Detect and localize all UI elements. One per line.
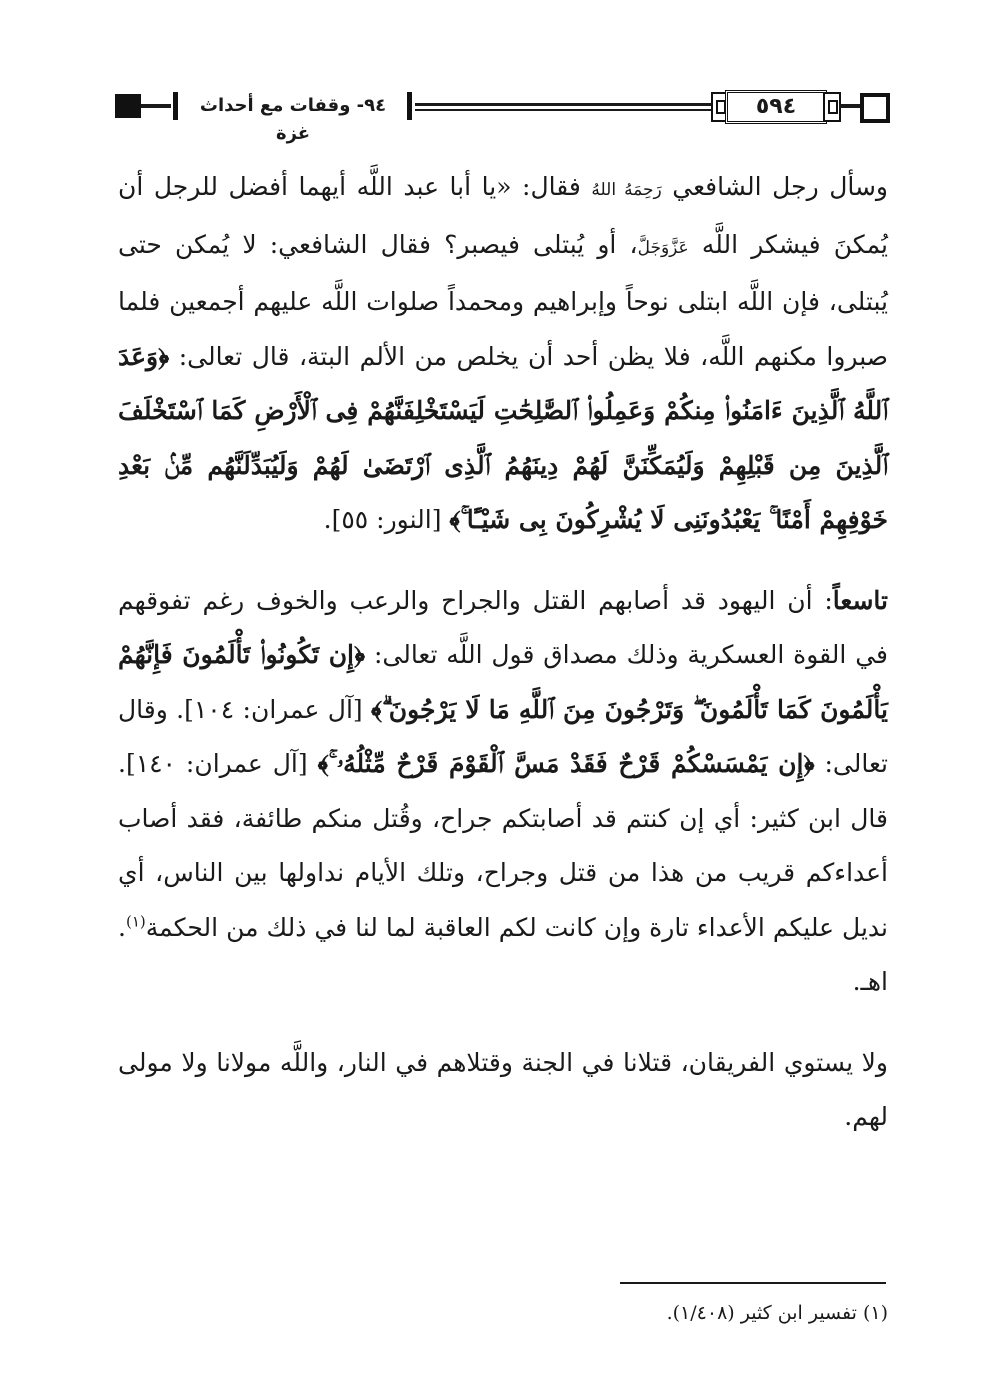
header-rule-middle-lower — [415, 109, 711, 111]
paragraph — [118, 574, 888, 1010]
honorific-glyph: عَزَّوَجَلَّ — [637, 237, 689, 258]
page-number: ٥٩٤ — [725, 90, 827, 124]
chapter-title-box — [181, 92, 405, 144]
header-bar-icon — [407, 92, 412, 120]
footnote: (١) تفسير ابن كثير (١/٤٠٨). — [666, 1302, 888, 1324]
text-run: وسأل رجل الشافعي — [661, 172, 888, 201]
text-run: [آل عمران: ١٤٠]. قال ابن كثير: أي إن كنتم قد أصابتكم جراح، وقُتل منكم طائفة، فقد أصاب أعداءكم قريب من هذا من قتل وجراح، وتلك الأيام نداولها بين الناس، أي نديل عليكم الأعداء تارة وإن كانت لكم العاقبة لما لنا في ذلك من الحكمة — [118, 749, 888, 942]
point-label: تاسعاً — [832, 585, 888, 615]
honorific-glyph: رَحِمَهُ اللهُ — [591, 180, 662, 200]
header-rule-left — [141, 104, 171, 108]
header-square-filled-icon — [115, 94, 141, 118]
running-header — [115, 90, 890, 144]
paragraph — [118, 160, 888, 548]
quran-verse: ﴿إِن تَكُونُوا۟ تَأْلَمُونَ فَإِنَّهُمْ يَأْلَمُونَ كَمَا تَأْلَمُونَ ۖ وَتَرْجُونَ مِنَ ٱللَّهِ مَا لَا يَرْجُونَ ۗ﴾ — [118, 640, 888, 724]
text-run: ولا يستوي الفريقان، قتلانا في الجنة وقتلاهم في النار، واللَّه مولانا ولا مولى لهم. — [118, 1047, 888, 1131]
main-text — [118, 160, 888, 1145]
chapter-title: ٩٤- وقفات مع أحداث غزة — [199, 95, 387, 144]
verse-reference: [النور: ٥٥]. — [323, 505, 450, 534]
header-rule-middle — [415, 103, 711, 106]
quran-verse: ﴿إِن يَمْسَسْكُمْ قَرْحٌ فَقَدْ مَسَّ ٱلْقَوْمَ قَرْحٌ مِّثْلُهُۥ ۚ﴾ — [317, 749, 815, 778]
footnote-separator — [620, 1282, 886, 1284]
text-run: : أن اليهود قد أصابهم القتل والجراح والرعب والخوف رغم تفوقهم في القوة العسكرية وذلك مصداق قول اللَّه تعالى: — [118, 585, 888, 669]
text-run: فقال: «يا أبا عبد اللَّه أيهما أفضل للرجل أن يُمكنَ فيشكر اللَّه — [118, 172, 888, 259]
header-square-outline-icon — [860, 93, 890, 123]
verse-reference: [آل عمران: ١٠٤]. وقال تعالى: — [118, 694, 888, 778]
footnote-marker[interactable]: (١) — [125, 912, 146, 931]
text-run: . اهـ. — [118, 912, 888, 996]
text-run: ، أو يُبتلى فيصبر؟ فقال الشافعي: لا يُمكن حتى يُبتلى، فإن اللَّه ابتلى نوحاً وإبراهيم ومحمداً صلوات اللَّه عليهم أجمعين فلما صبروا مكنهم اللَّه، فلا يظن أحد أن يخلص من الألم البتة، قال تعالى: — [118, 229, 888, 371]
quran-verse: ﴿وَعَدَ ٱللَّهُ ٱلَّذِينَ ءَامَنُوا۟ مِنكُمْ وَعَمِلُوا۟ ٱلصَّٰلِحَٰتِ لَيَسْتَخْلِفَنَّهُمْ فِى ٱلْأَرْضِ كَمَا ٱسْتَخْلَفَ ٱلَّذِينَ مِن قَبْلِهِمْ وَلَيُمَكِّنَنَّ لَهُمْ دِينَهُمُ ٱلَّذِى ٱرْتَضَىٰ لَهُمْ وَلَيُبَدِّلَنَّهُم مِّنۢ بَعْدِ خَوْفِهِمْ أَمْنًا ۚ يَعْبُدُونَنِى لَا يُشْرِكُونَ بِى شَيْـًٔا ۚ﴾ — [118, 341, 888, 534]
paragraph — [118, 1036, 888, 1145]
header-bar-icon — [173, 92, 178, 120]
